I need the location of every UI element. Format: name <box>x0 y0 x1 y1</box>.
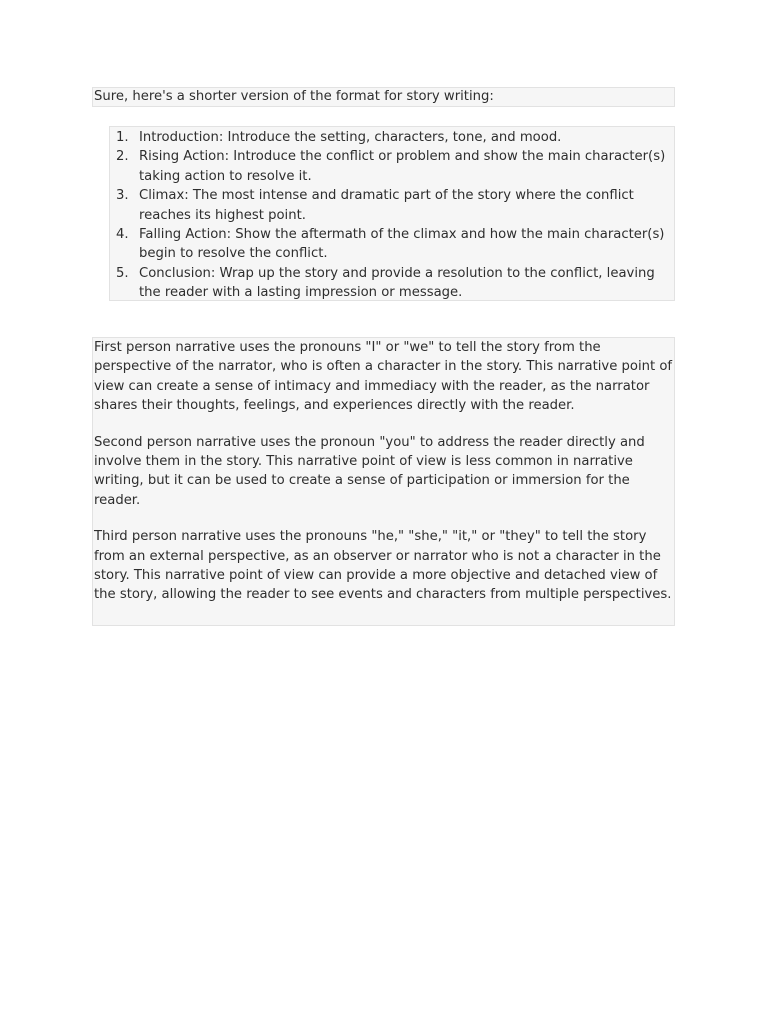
list-item-text: Introduction: Introduce the setting, characters, tone, and mood. <box>139 130 562 145</box>
paragraph-first-person: First person narrative uses the pronouns "I" or "we" to tell the story from the perspective of the narrator, who is often a character in the story. This narrative point of view can create a sense of intimacy and immediacy with the reader, as the narrator shares their thoughts, feelings, and experiences directly with the reader. <box>94 340 673 414</box>
paragraph-second-person: Second person narrative uses the pronoun "you" to address the reader directly and involve them in the story. This narrative point of view is less common in narrative writing, but it can be used to create a sense of participation or immersion for the reader. <box>94 434 645 508</box>
list-item-number: 4. <box>116 227 129 243</box>
list-item-text: Climax: The most intense and dramatic part of the story where the conflict reaches its highest point. <box>139 188 634 223</box>
list-item-text: Conclusion: Wrap up the story and provide a resolution to the conflict, leaving the reader with a lasting impression or message. <box>139 265 655 301</box>
list-item-text: Rising Action: Introduce the conflict or problem and show the main character(s) taking action to resolve it. <box>139 149 666 184</box>
intro-line: Sure, here's a shorter version of the format for story writing: <box>92 87 675 107</box>
list-item <box>110 186 674 225</box>
list-item-number: 5. <box>116 265 129 281</box>
list-item <box>110 225 674 264</box>
narrative-perspectives <box>92 337 675 626</box>
list-item <box>110 264 674 303</box>
list-item-number: 3. <box>116 188 129 204</box>
paragraph-third-person: Third person narrative uses the pronouns "he," "she," "it," or "they" to tell the story from an external perspective, as an observer or narrator who is not a character in the story. This narrative point of view can provide a more objective and detached view of the story, allowing the reader to see events and characters from multiple perspectives. <box>94 529 672 603</box>
list-item-text: Falling Action: Show the aftermath of the climax and how the main character(s) begin to resolve the conflict. <box>139 227 665 262</box>
list-item <box>110 147 674 186</box>
list-item-number: 1. <box>116 130 129 145</box>
story-format-list <box>109 126 675 301</box>
list-item-number: 2. <box>116 149 129 165</box>
list-item <box>110 128 674 147</box>
